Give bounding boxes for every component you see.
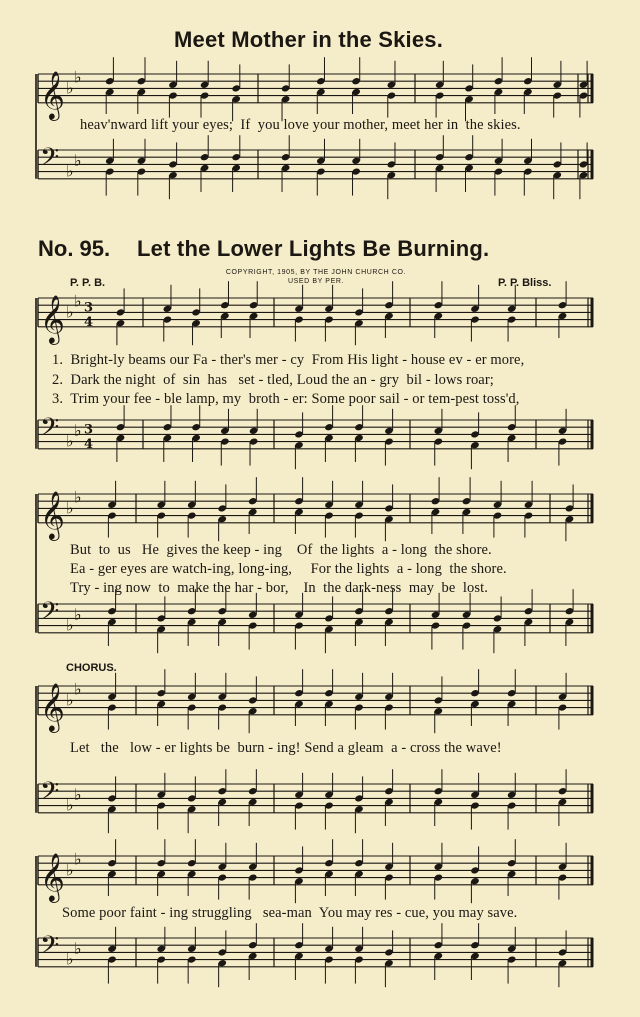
flat-icon: ♭ bbox=[74, 67, 82, 87]
time-signature-bottom: 4 bbox=[84, 436, 94, 452]
verse-2-line-b: Ea - ger eyes are watch-ing, long-ing, For the lights a - long the shore. bbox=[70, 561, 507, 577]
flat-icon: ♭ bbox=[74, 849, 82, 869]
time-signature-top: 3 bbox=[84, 300, 94, 316]
flat-icon: ♭ bbox=[66, 431, 74, 451]
flat-icon: ♭ bbox=[66, 302, 74, 322]
credit-right: P. P. Bliss. bbox=[498, 277, 552, 289]
flat-icon: ♭ bbox=[66, 161, 74, 181]
flat-icon: ♭ bbox=[74, 291, 82, 311]
treble-clef-icon: 𝄞 bbox=[40, 293, 65, 343]
verse-1-line-b: But to us He gives the keep - ing Of the lights a - long the shore. bbox=[70, 542, 492, 558]
hymn-number: No. 95. bbox=[38, 236, 111, 261]
treble-clef-icon: 𝄞 bbox=[40, 681, 65, 731]
bass-clef-icon: 𝄢 bbox=[40, 597, 60, 632]
copyright-line-2: USED BY PER. bbox=[287, 278, 345, 285]
prev-hymn-lyric: heav'nward lift your eyes; If you love your mother, meet her in the skies. bbox=[80, 117, 521, 133]
bass-clef-icon: 𝄢 bbox=[40, 143, 60, 178]
credit-left: P. P. B. bbox=[70, 277, 106, 289]
flat-icon: ♭ bbox=[74, 487, 82, 507]
chorus-label: CHORUS. bbox=[66, 662, 117, 674]
verse-1-line-a: 1. Bright-ly beams our Fa - ther's mer - cy From His light - house ev - er more, bbox=[52, 352, 525, 368]
flat-icon: ♭ bbox=[66, 78, 74, 98]
flat-icon: ♭ bbox=[66, 615, 74, 635]
verse-2-line-a: 2. Dark the night of sin has set - tled, Loud the an - gry bil - lows roar; bbox=[52, 372, 494, 388]
flat-icon: ♭ bbox=[74, 604, 82, 624]
bass-clef-icon: 𝄢 bbox=[40, 413, 60, 448]
copyright-notice bbox=[196, 268, 436, 286]
time-signature-top: 3 bbox=[84, 422, 94, 438]
flat-icon: ♭ bbox=[74, 679, 82, 699]
chorus-lyric-line-2: Some poor faint - ing struggling sea-man You may res - cue, you may save. bbox=[62, 905, 518, 921]
flat-icon: ♭ bbox=[74, 938, 82, 958]
flat-icon: ♭ bbox=[66, 498, 74, 518]
copyright-line-1: COPYRIGHT, 1905, BY THE JOHN CHURCH CO. bbox=[225, 269, 407, 276]
chorus-lyric-line-1: Let the low - er lights be burn - ing! Send a gleam a - cross the wave! bbox=[70, 740, 502, 756]
treble-clef-icon: 𝄞 bbox=[40, 851, 65, 901]
treble-clef-icon: 𝄞 bbox=[40, 69, 65, 119]
flat-icon: ♭ bbox=[66, 690, 74, 710]
hymn-title: Let the Lower Lights Be Burning. bbox=[137, 236, 490, 261]
verse-3-line-a: 3. Trim your fee - ble lamp, my broth - er: Some poor sail - or tem-pest toss'd, bbox=[52, 391, 520, 407]
flat-icon: ♭ bbox=[66, 860, 74, 880]
bass-clef-icon: 𝄢 bbox=[40, 777, 60, 812]
treble-clef-icon: 𝄞 bbox=[40, 489, 65, 539]
flat-icon: ♭ bbox=[74, 420, 82, 440]
bass-clef-icon: 𝄢 bbox=[40, 931, 60, 966]
flat-icon: ♭ bbox=[66, 949, 74, 969]
time-signature-bottom: 4 bbox=[84, 314, 94, 330]
flat-icon: ♭ bbox=[74, 784, 82, 804]
flat-icon: ♭ bbox=[74, 150, 82, 170]
verse-3-line-b: Try - ing now to make the har - bor, In the dark-ness may be lost. bbox=[70, 580, 488, 596]
prev-hymn-title: Meet Mother in the Skies. bbox=[174, 27, 444, 52]
flat-icon: ♭ bbox=[66, 795, 74, 815]
